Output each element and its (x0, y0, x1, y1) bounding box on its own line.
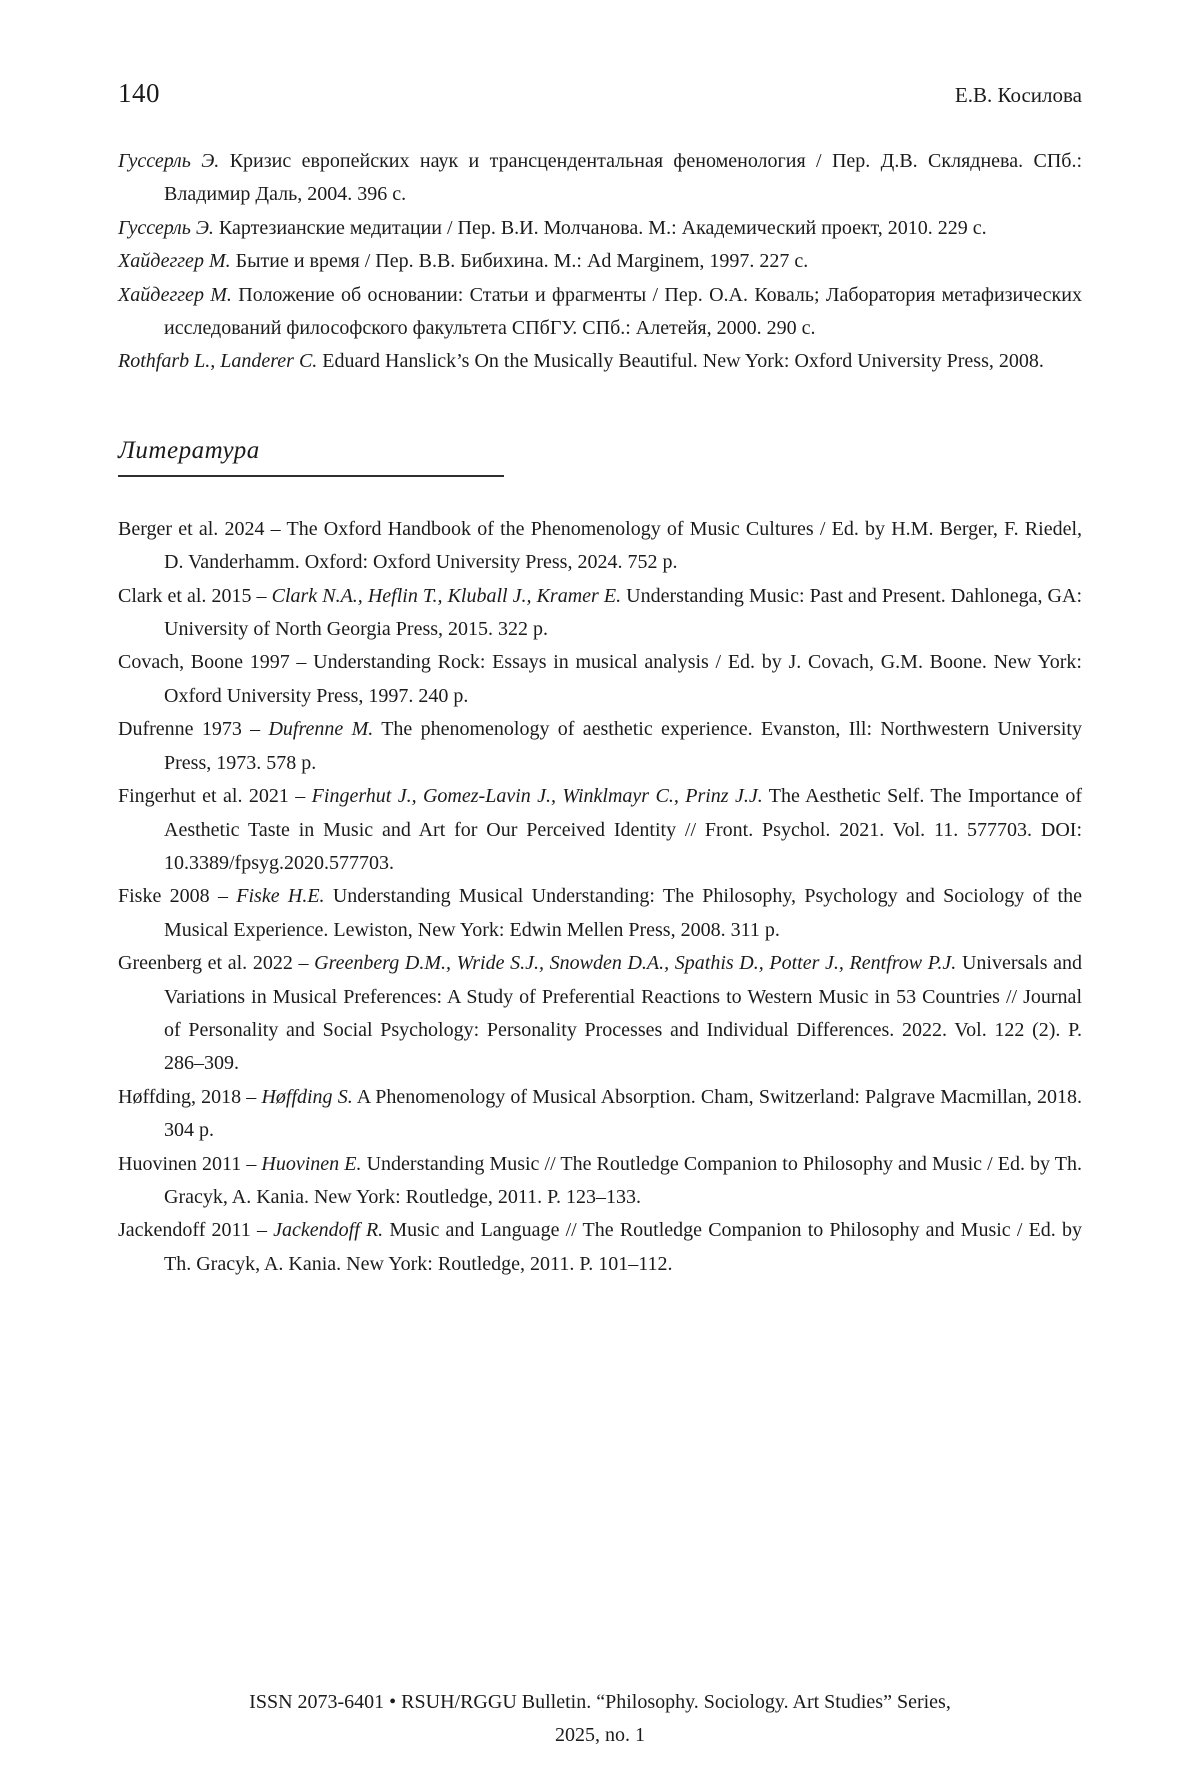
literature-list (118, 513, 1082, 1281)
reference-text: Understanding Music: Past and Present. Dahlonega, GA: University of North Georgia Press, 2015. 322 p. (164, 584, 1083, 641)
reference-text: Fiske 2008 – (118, 885, 237, 908)
footer-line-1: ISSN 2073-6401 • RSUH/RGGU Bulletin. “Philosophy. Sociology. Art Studies” Series, (249, 1691, 951, 1713)
reference-authors: Greenberg D.M., Wride S.J., Snowden D.A., Spathis D., Potter J., Rentfrow P.J. (314, 952, 957, 975)
reference-text: A Phenomenology of Musical Absorption. Cham, Switzerland: Palgrave Macmillan, 2018. 304 p. (164, 1085, 1082, 1142)
reference-authors: Høffding S. (261, 1085, 353, 1108)
reference-entry (118, 713, 1082, 780)
reference-authors: Хайдеггер М. (118, 283, 232, 306)
section-title: Литература (118, 436, 260, 464)
reference-text: The Aesthetic Self. The Importance of Aesthetic Taste in Music and Art for Our Perceived Identity // Front. Psychol. 2021. Vol. 11. 577703. DOI: 10.3389/fpsyg.2020.577703. (164, 785, 1082, 874)
reference-text: Eduard Hanslick’s On the Musically Beautiful. New York: Oxford University Press, 2008. (317, 350, 1044, 373)
references-top-block (118, 145, 1082, 379)
reference-authors: Huovinen E. (261, 1152, 362, 1175)
reference-entry (118, 245, 1082, 278)
reference-entry (118, 1214, 1082, 1281)
reference-text: Universals and Variations in Musical Preferences: A Study of Preferential Reactions to Western Music in 53 Countries // Journal of Personality and Social Psychology: Personality Processes and Individual Differences. 2022. Vol. 122 (2). P. 286–309. (164, 952, 1082, 1075)
page-header (118, 78, 1082, 109)
reference-text: Understanding Music // The Routledge Companion to Philosophy and Music / Ed. by Th. Gracyk, A. Kania. New York: Routledge, 2011. P. 123–133. (164, 1152, 1083, 1208)
reference-entry (118, 580, 1082, 647)
reference-entry (118, 1081, 1082, 1148)
reference-entry (118, 780, 1082, 880)
reference-entry (118, 1148, 1082, 1215)
reference-entry (118, 212, 1082, 245)
reference-entry (118, 345, 1082, 378)
section-title-rule (118, 475, 504, 477)
reference-text: The phenomenology of aesthetic experience. Evanston, Ill: Northwestern University Press, 1973. 578 p. (164, 718, 1082, 774)
reference-text: Høffding, 2018 – (118, 1085, 262, 1108)
page-footer (0, 1686, 1200, 1752)
reference-authors: Гуссерль Э. (118, 216, 214, 239)
reference-text: Кризис европейских наук и трансцендентальная феноменология / Пер. Д.В. Скляднева. СПб.: Владимир Даль, 2004. 396 с. (164, 150, 1082, 206)
reference-authors: Fingerhut J., Gomez-Lavin J., Winklmayr C., Prinz J.J. (311, 785, 763, 808)
running-head-author: Е.В. Косилова (954, 83, 1082, 107)
reference-text: Dufrenne 1973 – (118, 718, 269, 741)
reference-text: Clark et al. 2015 – (118, 584, 272, 607)
reference-text: Картезианские медитации / Пер. В.И. Молчанова. М.: Академический проект, 2010. 229 с. (213, 216, 987, 239)
reference-entry (118, 880, 1082, 947)
reference-authors: Rothfarb L., Landerer C. (118, 350, 318, 373)
reference-text: Greenberg et al. 2022 – (118, 952, 315, 975)
footer-line-2: 2025, no. 1 (555, 1724, 645, 1746)
reference-authors: Clark N.A., Heflin T., Kluball J., Kramer E. (271, 584, 622, 607)
reference-entry (118, 947, 1082, 1081)
reference-text: Covach, Boone 1997 – Understanding Rock: Essays in musical analysis / Ed. by J. Covach, G.M. Boone. New York: Oxford University Press, 1997. 240 p. (118, 651, 1082, 707)
reference-authors: Jackendoff R. (273, 1219, 384, 1242)
reference-authors: Хайдеггер М. (118, 250, 231, 273)
reference-authors: Fiske H.E. (236, 885, 325, 908)
reference-authors: Dufrenne M. (268, 718, 374, 741)
reference-text: Berger et al. 2024 – The Oxford Handbook of the Phenomenology of Music Cultures / Ed. by H.M. Berger, F. Riedel, D. Vanderhamm. Oxford: Oxford University Press, 2024. 752 p. (118, 517, 1082, 574)
reference-entry (118, 646, 1082, 713)
page-number: 140 (118, 78, 160, 108)
reference-text: Положение об основании: Статьи и фрагменты / Пер. О.А. Коваль; Лаборатория метафизических исследований философского факультета СПбГУ. СПб.: Алетейя, 2000. 290 с. (164, 283, 1082, 340)
reference-text: Jackendoff 2011 – (118, 1219, 274, 1242)
reference-authors: Гуссерль Э. (118, 150, 220, 172)
reference-entry (118, 145, 1082, 212)
reference-entry (118, 279, 1082, 346)
reference-entry (118, 513, 1082, 580)
reference-text: Fingerhut et al. 2021 – (118, 785, 312, 808)
reference-text: Huovinen 2011 – (118, 1152, 262, 1175)
reference-text: Understanding Musical Understanding: The Philosophy, Psychology and Sociology of the Musical Experience. Lewiston, New York: Edwin Mellen Press, 2008. 311 p. (164, 885, 1082, 941)
reference-text: Music and Language // The Routledge Companion to Philosophy and Music / Ed. by Th. Gracyk, A. Kania. New York: Routledge, 2011. P. 101–112. (164, 1219, 1082, 1275)
reference-text: Бытие и время / Пер. В.В. Бибихина. М.: Ad Marginem, 1997. 227 с. (230, 250, 809, 273)
